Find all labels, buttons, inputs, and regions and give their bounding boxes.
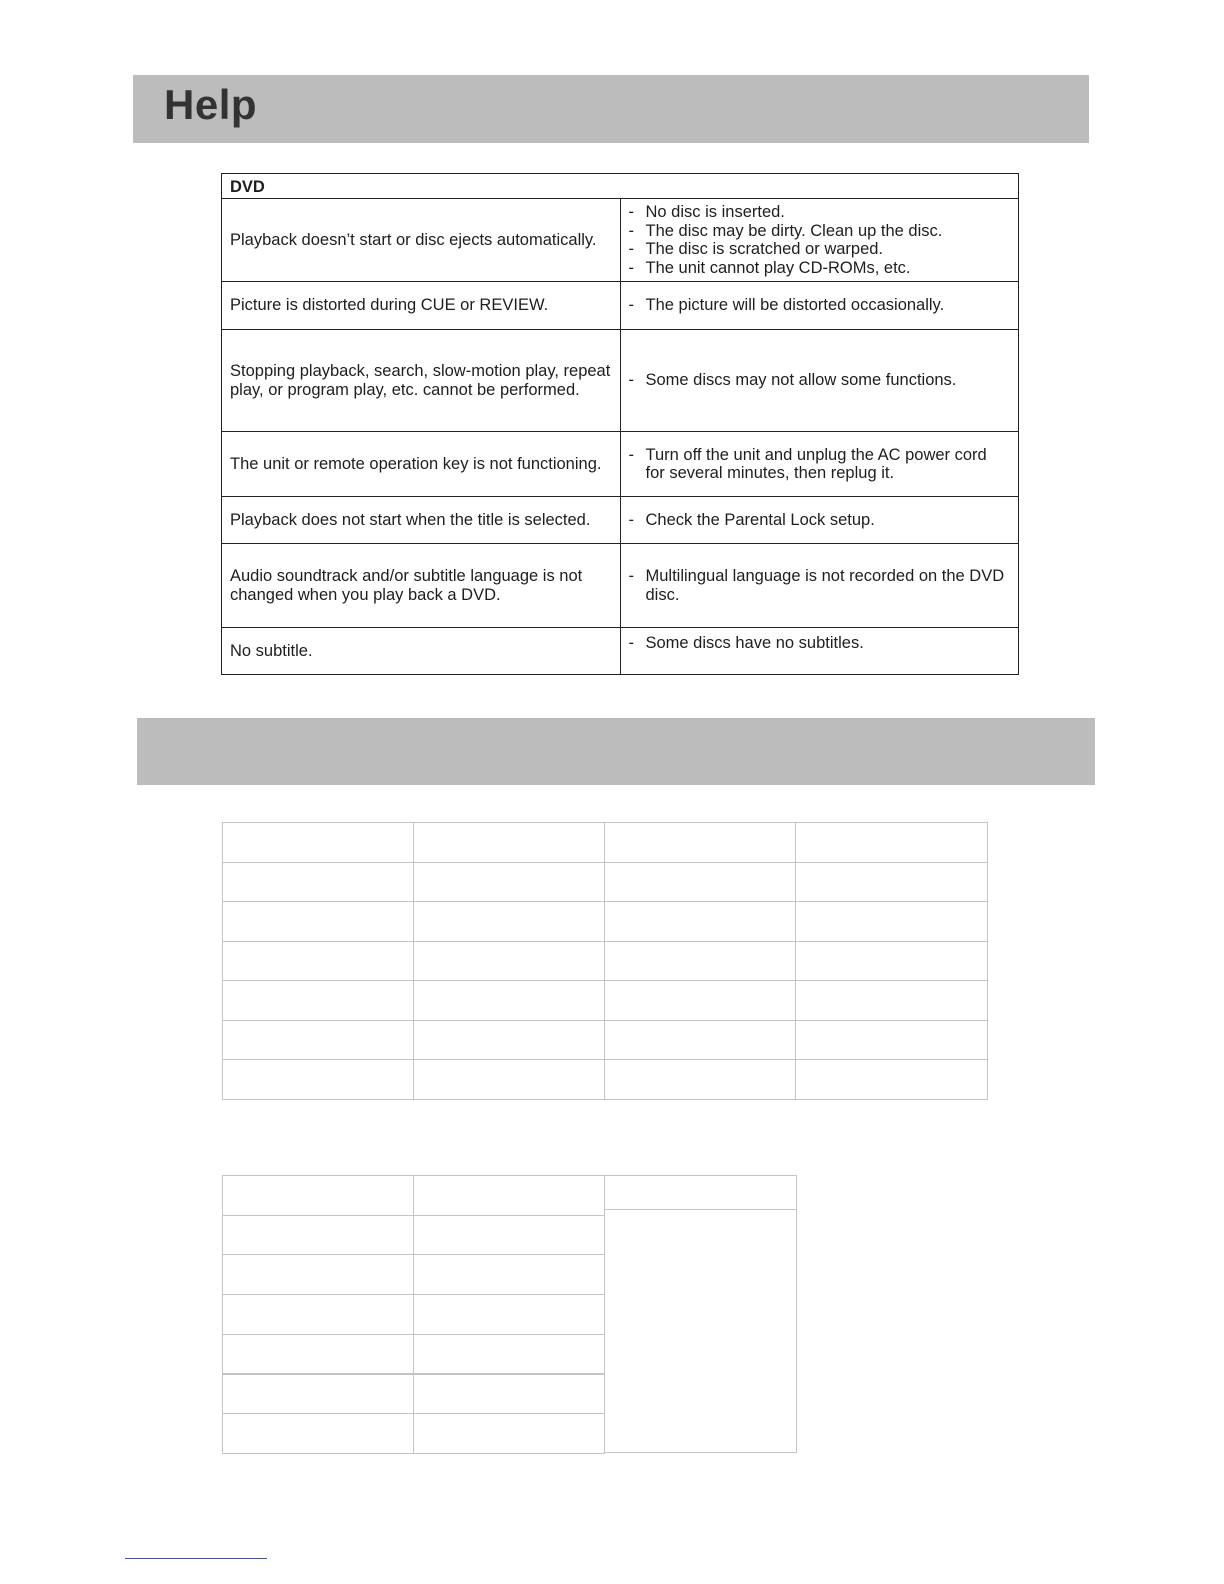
- grid-cell: [413, 980, 605, 1021]
- grid-cell: [222, 822, 414, 863]
- grid-cell: [413, 1175, 605, 1216]
- grid-cell: [413, 1215, 605, 1256]
- grid-cell: [222, 1294, 414, 1335]
- cause-cell: [620, 544, 1019, 628]
- cause-item: - The disc may be dirty. Clean up the disc.: [629, 222, 1011, 241]
- grid-cell: [222, 1254, 414, 1295]
- grid-cell: [413, 1294, 605, 1335]
- grid-cell: [413, 1374, 605, 1415]
- blank-section-banner: [137, 718, 1095, 785]
- table-row: [222, 628, 1019, 675]
- symptom-cell: Playback doesn’t start or disc ejects automatically.: [222, 199, 621, 282]
- grid-cell: [413, 822, 605, 863]
- cause-cell: [620, 330, 1019, 432]
- grid-cell: [413, 901, 605, 942]
- symptom-cell: Audio soundtrack and/or subtitle language is not changed when you play back a DVD.: [222, 544, 621, 628]
- table-row: [222, 282, 1019, 330]
- table-row: [222, 432, 1019, 497]
- table-section-label: DVD: [222, 174, 1019, 199]
- grid-cell: [413, 1413, 605, 1454]
- grid-cell: [413, 862, 605, 903]
- grid-cell: [604, 1209, 797, 1453]
- symptom-cell: Playback does not start when the title is selected.: [222, 497, 621, 544]
- grid-cell: [795, 1020, 988, 1061]
- grid-cell: [604, 980, 796, 1021]
- help-header-banner: [133, 75, 1089, 143]
- grid-cell: [795, 822, 988, 863]
- grid-cell: [222, 1020, 414, 1061]
- cause-item: - Turn off the unit and unplug the AC power cord for several minutes, then replug it.: [629, 446, 1011, 483]
- symptom-cell: The unit or remote operation key is not functioning.: [222, 432, 621, 497]
- cause-cell: [620, 199, 1019, 282]
- grid-cell: [604, 862, 796, 903]
- table-row: [222, 199, 1019, 282]
- grid-cell: [413, 941, 605, 982]
- grid-cell: [413, 1059, 605, 1100]
- grid-cell: [604, 901, 796, 942]
- cause-item: - Multilingual language is not recorded on the DVD disc.: [629, 567, 1011, 604]
- symptom-cell: Stopping playback, search, slow-motion play, repeat play, or program play, etc. cannot be performed.: [222, 330, 621, 432]
- cause-item: - No disc is inserted.: [629, 203, 1011, 222]
- cause-item: - Check the Parental Lock setup.: [629, 511, 1011, 530]
- cause-item: - Some discs may not allow some functions.: [629, 371, 1011, 390]
- cause-cell: [620, 432, 1019, 497]
- grid-cell: [604, 941, 796, 982]
- grid-cell: [604, 822, 796, 863]
- grid-cell: [413, 1020, 605, 1061]
- table-row: [222, 544, 1019, 628]
- grid-cell: [795, 980, 988, 1021]
- grid-cell: [795, 941, 988, 982]
- grid-cell: [795, 1059, 988, 1100]
- cause-item: - The picture will be distorted occasionally.: [629, 296, 1011, 315]
- footer-link-underline: [125, 1558, 267, 1559]
- cause-cell: [620, 497, 1019, 544]
- grid-cell: [604, 1059, 796, 1100]
- grid-cell: [222, 1059, 414, 1100]
- troubleshooting-table: [221, 173, 1019, 675]
- grid-cell: [222, 1413, 414, 1454]
- grid-cell: [222, 1215, 414, 1256]
- grid-cell: [222, 1175, 414, 1216]
- symptom-cell: No subtitle.: [222, 628, 621, 675]
- grid-cell: [222, 941, 414, 982]
- grid-cell: [795, 901, 988, 942]
- grid-cell: [222, 1334, 414, 1375]
- cause-cell: [620, 282, 1019, 330]
- grid-cell: [795, 862, 988, 903]
- grid-cell: [222, 862, 414, 903]
- table-row: [222, 497, 1019, 544]
- cause-item: - Some discs have no subtitles.: [629, 634, 1011, 653]
- grid-cell: [413, 1254, 605, 1295]
- grid-cell: [604, 1175, 797, 1210]
- cause-item: - The unit cannot play CD-ROMs, etc.: [629, 259, 1011, 278]
- grid-cell: [604, 1020, 796, 1061]
- cause-item: - The disc is scratched or warped.: [629, 240, 1011, 259]
- grid-cell: [222, 1374, 414, 1415]
- grid-cell: [413, 1334, 605, 1375]
- grid-cell: [222, 901, 414, 942]
- grid-cell: [222, 980, 414, 1021]
- table-row: [222, 330, 1019, 432]
- symptom-cell: Picture is distorted during CUE or REVIEW.: [222, 282, 621, 330]
- page-title: Help: [164, 81, 258, 128]
- cause-cell: [620, 628, 1019, 675]
